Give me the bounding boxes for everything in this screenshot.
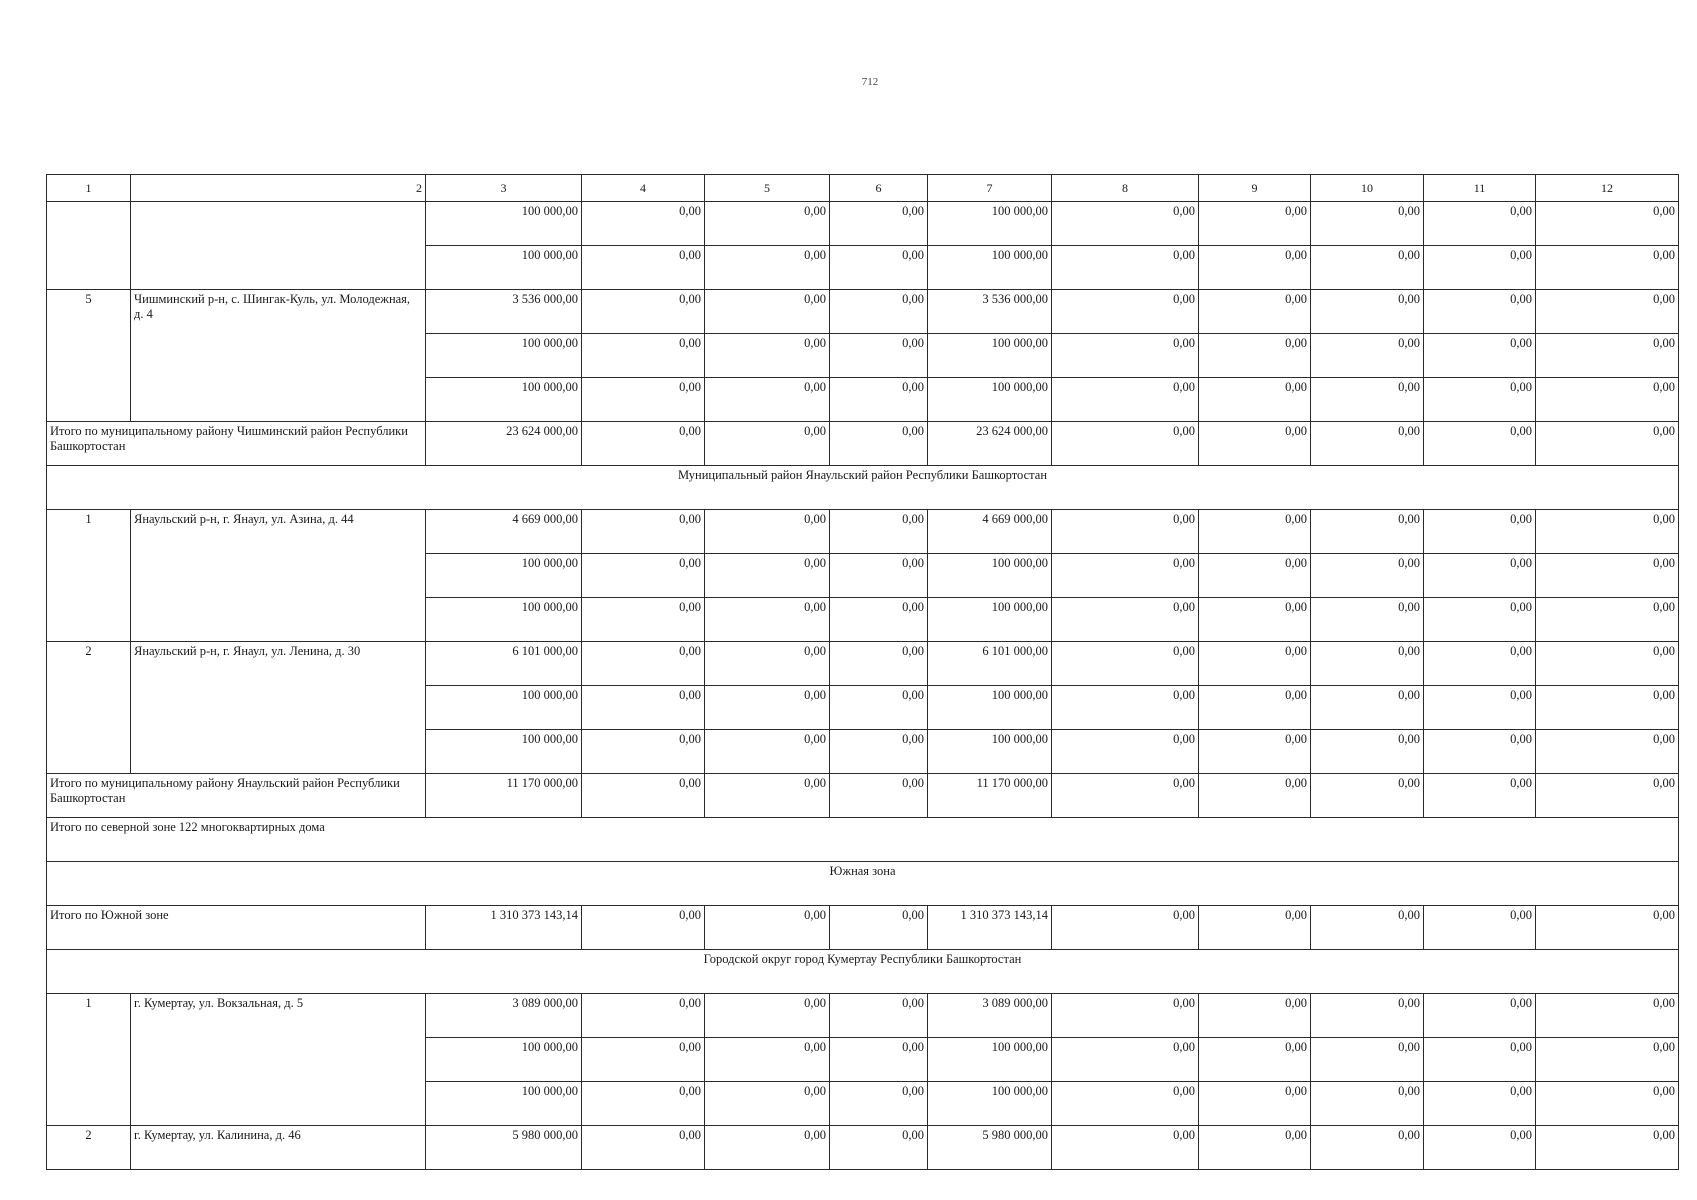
value-cell-col-8: 0,00 (1052, 994, 1199, 1038)
value-cell-col-10: 0,00 (1311, 1126, 1424, 1170)
value-cell-col-3: 100 000,00 (426, 730, 582, 774)
total-value-col-11: 0,00 (1424, 774, 1536, 818)
row-address (131, 378, 426, 422)
value-cell-col-12: 0,00 (1536, 246, 1679, 290)
total-value-col-3: 23 624 000,00 (426, 422, 582, 466)
total-value-col-3: 11 170 000,00 (426, 774, 582, 818)
total-value-col-11: 0,00 (1424, 422, 1536, 466)
total-value-col-5: 0,00 (705, 774, 830, 818)
table-row (47, 994, 1679, 1038)
total-value-col-6: 0,00 (830, 422, 928, 466)
value-cell-col-11: 0,00 (1424, 202, 1536, 246)
total-value-col-7: 23 624 000,00 (928, 422, 1052, 466)
column-number-8: 8 (1052, 175, 1199, 202)
zone-summary-row (47, 818, 1679, 862)
value-cell-col-10: 0,00 (1311, 642, 1424, 686)
value-cell-col-10: 0,00 (1311, 1038, 1424, 1082)
table-row (47, 1038, 1679, 1082)
value-cell-col-9: 0,00 (1199, 686, 1311, 730)
value-cell-col-3: 100 000,00 (426, 246, 582, 290)
table-row (47, 510, 1679, 554)
value-cell-col-3: 100 000,00 (426, 202, 582, 246)
total-value-col-7: 11 170 000,00 (928, 774, 1052, 818)
value-cell-col-7: 6 101 000,00 (928, 642, 1052, 686)
value-cell-col-12: 0,00 (1536, 1038, 1679, 1082)
value-cell-col-7: 100 000,00 (928, 598, 1052, 642)
column-number-9: 9 (1199, 175, 1311, 202)
value-cell-col-10: 0,00 (1311, 686, 1424, 730)
value-cell-col-10: 0,00 (1311, 510, 1424, 554)
value-cell-col-4: 0,00 (582, 994, 705, 1038)
value-cell-col-11: 0,00 (1424, 598, 1536, 642)
table-row (47, 1082, 1679, 1126)
table-row (47, 1126, 1679, 1170)
value-cell-col-5: 0,00 (705, 1082, 830, 1126)
column-number-11: 11 (1424, 175, 1536, 202)
value-cell-col-8: 0,00 (1052, 1082, 1199, 1126)
value-cell-col-8: 0,00 (1052, 202, 1199, 246)
row-address (131, 202, 426, 246)
value-cell-col-12: 0,00 (1536, 290, 1679, 334)
value-cell-col-11: 0,00 (1424, 334, 1536, 378)
value-cell-col-7: 4 669 000,00 (928, 510, 1052, 554)
value-cell-col-8: 0,00 (1052, 1126, 1199, 1170)
value-cell-col-7: 100 000,00 (928, 1038, 1052, 1082)
row-index: 1 (47, 994, 131, 1038)
total-value-col-12: 0,00 (1536, 906, 1679, 950)
value-cell-col-5: 0,00 (705, 246, 830, 290)
value-cell-col-7: 100 000,00 (928, 202, 1052, 246)
column-number-12: 12 (1536, 175, 1679, 202)
value-cell-col-8: 0,00 (1052, 642, 1199, 686)
value-cell-col-12: 0,00 (1536, 510, 1679, 554)
value-cell-col-7: 3 089 000,00 (928, 994, 1052, 1038)
value-cell-col-8: 0,00 (1052, 378, 1199, 422)
value-cell-col-7: 100 000,00 (928, 686, 1052, 730)
value-cell-col-10: 0,00 (1311, 202, 1424, 246)
value-cell-col-12: 0,00 (1536, 378, 1679, 422)
value-cell-col-4: 0,00 (582, 334, 705, 378)
value-cell-col-7: 100 000,00 (928, 378, 1052, 422)
value-cell-col-6: 0,00 (830, 642, 928, 686)
total-value-col-9: 0,00 (1199, 774, 1311, 818)
value-cell-col-10: 0,00 (1311, 598, 1424, 642)
value-cell-col-12: 0,00 (1536, 202, 1679, 246)
total-value-col-7: 1 310 373 143,14 (928, 906, 1052, 950)
value-cell-col-8: 0,00 (1052, 334, 1199, 378)
column-number-4: 4 (582, 175, 705, 202)
value-cell-col-9: 0,00 (1199, 246, 1311, 290)
value-cell-col-3: 4 669 000,00 (426, 510, 582, 554)
value-cell-col-12: 0,00 (1536, 1082, 1679, 1126)
row-index (47, 246, 131, 290)
row-index (47, 554, 131, 598)
value-cell-col-6: 0,00 (830, 686, 928, 730)
value-cell-col-9: 0,00 (1199, 378, 1311, 422)
row-address: г. Кумертау, ул. Калинина, д. 46 (131, 1126, 426, 1170)
value-cell-col-7: 100 000,00 (928, 554, 1052, 598)
table-row (47, 554, 1679, 598)
total-value-col-8: 0,00 (1052, 906, 1199, 950)
row-index (47, 598, 131, 642)
column-number-7: 7 (928, 175, 1052, 202)
row-index (47, 686, 131, 730)
value-cell-col-12: 0,00 (1536, 598, 1679, 642)
total-label: Итого по Южной зоне (47, 906, 426, 950)
section-title: Городской округ город Кумертау Республики Башкортостан (47, 950, 1679, 994)
value-cell-col-12: 0,00 (1536, 994, 1679, 1038)
value-cell-col-5: 0,00 (705, 598, 830, 642)
value-cell-col-8: 0,00 (1052, 730, 1199, 774)
value-cell-col-10: 0,00 (1311, 290, 1424, 334)
total-value-col-10: 0,00 (1311, 906, 1424, 950)
value-cell-col-6: 0,00 (830, 334, 928, 378)
value-cell-col-3: 100 000,00 (426, 598, 582, 642)
value-cell-col-9: 0,00 (1199, 554, 1311, 598)
total-value-col-4: 0,00 (582, 774, 705, 818)
section-header-row (47, 950, 1679, 994)
total-row (47, 422, 1679, 466)
row-address (131, 1082, 426, 1126)
total-value-col-5: 0,00 (705, 906, 830, 950)
value-cell-col-5: 0,00 (705, 686, 830, 730)
total-label: Итого по муниципальному району Чишминский район Республики Башкортостан (47, 422, 426, 466)
value-cell-col-5: 0,00 (705, 334, 830, 378)
value-cell-col-4: 0,00 (582, 642, 705, 686)
value-cell-col-12: 0,00 (1536, 730, 1679, 774)
total-value-col-9: 0,00 (1199, 422, 1311, 466)
total-value-col-8: 0,00 (1052, 422, 1199, 466)
total-label: Итого по муниципальному району Янаульский район Республики Башкортостан (47, 774, 426, 818)
value-cell-col-9: 0,00 (1199, 510, 1311, 554)
value-cell-col-8: 0,00 (1052, 1038, 1199, 1082)
value-cell-col-3: 100 000,00 (426, 1082, 582, 1126)
value-cell-col-5: 0,00 (705, 378, 830, 422)
column-number-6: 6 (830, 175, 928, 202)
value-cell-col-11: 0,00 (1424, 994, 1536, 1038)
value-cell-col-5: 0,00 (705, 730, 830, 774)
value-cell-col-4: 0,00 (582, 1126, 705, 1170)
value-cell-col-6: 0,00 (830, 1038, 928, 1082)
row-index (47, 378, 131, 422)
total-value-col-12: 0,00 (1536, 774, 1679, 818)
value-cell-col-7: 100 000,00 (928, 1082, 1052, 1126)
value-cell-col-3: 100 000,00 (426, 378, 582, 422)
value-cell-col-12: 0,00 (1536, 642, 1679, 686)
value-cell-col-10: 0,00 (1311, 1082, 1424, 1126)
value-cell-col-6: 0,00 (830, 598, 928, 642)
table-row (47, 730, 1679, 774)
value-cell-col-11: 0,00 (1424, 510, 1536, 554)
table-row (47, 202, 1679, 246)
value-cell-col-11: 0,00 (1424, 290, 1536, 334)
value-cell-col-6: 0,00 (830, 554, 928, 598)
row-address: Янаульский р-н, г. Янаул, ул. Ленина, д. 30 (131, 642, 426, 686)
row-address (131, 334, 426, 378)
row-address: г. Кумертау, ул. Вокзальная, д. 5 (131, 994, 426, 1038)
value-cell-col-10: 0,00 (1311, 994, 1424, 1038)
value-cell-col-9: 0,00 (1199, 642, 1311, 686)
value-cell-col-8: 0,00 (1052, 554, 1199, 598)
row-index (47, 202, 131, 246)
value-cell-col-11: 0,00 (1424, 554, 1536, 598)
value-cell-col-4: 0,00 (582, 1082, 705, 1126)
table-row (47, 290, 1679, 334)
value-cell-col-8: 0,00 (1052, 510, 1199, 554)
value-cell-col-5: 0,00 (705, 202, 830, 246)
column-number-row (47, 175, 1679, 202)
value-cell-col-9: 0,00 (1199, 1126, 1311, 1170)
value-cell-col-4: 0,00 (582, 730, 705, 774)
value-cell-col-9: 0,00 (1199, 1038, 1311, 1082)
value-cell-col-5: 0,00 (705, 994, 830, 1038)
total-value-col-4: 0,00 (582, 422, 705, 466)
value-cell-col-9: 0,00 (1199, 202, 1311, 246)
value-cell-col-10: 0,00 (1311, 334, 1424, 378)
row-address (131, 730, 426, 774)
value-cell-col-6: 0,00 (830, 510, 928, 554)
value-cell-col-8: 0,00 (1052, 246, 1199, 290)
value-cell-col-3: 3 089 000,00 (426, 994, 582, 1038)
value-cell-col-9: 0,00 (1199, 334, 1311, 378)
capital-repair-table (46, 174, 1679, 1170)
value-cell-col-9: 0,00 (1199, 598, 1311, 642)
value-cell-col-3: 100 000,00 (426, 334, 582, 378)
total-value-col-8: 0,00 (1052, 774, 1199, 818)
value-cell-col-12: 0,00 (1536, 334, 1679, 378)
total-row (47, 774, 1679, 818)
table-row (47, 334, 1679, 378)
value-cell-col-3: 3 536 000,00 (426, 290, 582, 334)
value-cell-col-11: 0,00 (1424, 730, 1536, 774)
value-cell-col-8: 0,00 (1052, 290, 1199, 334)
value-cell-col-9: 0,00 (1199, 290, 1311, 334)
value-cell-col-4: 0,00 (582, 510, 705, 554)
value-cell-col-4: 0,00 (582, 1038, 705, 1082)
value-cell-col-5: 0,00 (705, 642, 830, 686)
row-address (131, 246, 426, 290)
value-cell-col-11: 0,00 (1424, 246, 1536, 290)
table-row (47, 598, 1679, 642)
value-cell-col-4: 0,00 (582, 378, 705, 422)
value-cell-col-3: 6 101 000,00 (426, 642, 582, 686)
value-cell-col-10: 0,00 (1311, 378, 1424, 422)
table-row (47, 378, 1679, 422)
value-cell-col-11: 0,00 (1424, 1126, 1536, 1170)
value-cell-col-6: 0,00 (830, 730, 928, 774)
value-cell-col-11: 0,00 (1424, 686, 1536, 730)
total-value-col-10: 0,00 (1311, 774, 1424, 818)
value-cell-col-9: 0,00 (1199, 730, 1311, 774)
value-cell-col-5: 0,00 (705, 1038, 830, 1082)
section-title: Муниципальный район Янаульский район Республики Башкортостан (47, 466, 1679, 510)
value-cell-col-3: 100 000,00 (426, 1038, 582, 1082)
section-header-row (47, 466, 1679, 510)
value-cell-col-4: 0,00 (582, 686, 705, 730)
row-index: 2 (47, 642, 131, 686)
section-title: Южная зона (47, 862, 1679, 906)
column-number-3: 3 (426, 175, 582, 202)
value-cell-col-12: 0,00 (1536, 686, 1679, 730)
column-number-1: 1 (47, 175, 131, 202)
value-cell-col-3: 5 980 000,00 (426, 1126, 582, 1170)
value-cell-col-8: 0,00 (1052, 686, 1199, 730)
row-index (47, 334, 131, 378)
value-cell-col-5: 0,00 (705, 1126, 830, 1170)
value-cell-col-5: 0,00 (705, 554, 830, 598)
section-header-row (47, 862, 1679, 906)
table-row (47, 246, 1679, 290)
row-address: Чишминский р-н, с. Шингак-Куль, ул. Молодежная, д. 4 (131, 290, 426, 334)
value-cell-col-10: 0,00 (1311, 246, 1424, 290)
row-index: 1 (47, 510, 131, 554)
value-cell-col-5: 0,00 (705, 290, 830, 334)
value-cell-col-4: 0,00 (582, 246, 705, 290)
value-cell-col-6: 0,00 (830, 290, 928, 334)
value-cell-col-6: 0,00 (830, 1082, 928, 1126)
value-cell-col-5: 0,00 (705, 510, 830, 554)
total-value-col-6: 0,00 (830, 774, 928, 818)
value-cell-col-9: 0,00 (1199, 994, 1311, 1038)
total-value-col-11: 0,00 (1424, 906, 1536, 950)
page-number: 712 (861, 76, 879, 88)
total-value-col-6: 0,00 (830, 906, 928, 950)
value-cell-col-4: 0,00 (582, 290, 705, 334)
row-address (131, 1038, 426, 1082)
value-cell-col-6: 0,00 (830, 378, 928, 422)
value-cell-col-11: 0,00 (1424, 378, 1536, 422)
column-number-5: 5 (705, 175, 830, 202)
value-cell-col-4: 0,00 (582, 554, 705, 598)
row-address: Янаульский р-н, г. Янаул, ул. Азина, д. 44 (131, 510, 426, 554)
row-index (47, 1038, 131, 1082)
row-address (131, 686, 426, 730)
total-value-col-9: 0,00 (1199, 906, 1311, 950)
value-cell-col-4: 0,00 (582, 598, 705, 642)
value-cell-col-4: 0,00 (582, 202, 705, 246)
value-cell-col-7: 100 000,00 (928, 730, 1052, 774)
value-cell-col-7: 3 536 000,00 (928, 290, 1052, 334)
value-cell-col-6: 0,00 (830, 1126, 928, 1170)
value-cell-col-9: 0,00 (1199, 1082, 1311, 1126)
value-cell-col-10: 0,00 (1311, 554, 1424, 598)
value-cell-col-11: 0,00 (1424, 642, 1536, 686)
total-value-col-12: 0,00 (1536, 422, 1679, 466)
value-cell-col-7: 100 000,00 (928, 246, 1052, 290)
value-cell-col-6: 0,00 (830, 994, 928, 1038)
value-cell-col-6: 0,00 (830, 246, 928, 290)
row-index: 2 (47, 1126, 131, 1170)
value-cell-col-7: 5 980 000,00 (928, 1126, 1052, 1170)
value-cell-col-6: 0,00 (830, 202, 928, 246)
value-cell-col-11: 0,00 (1424, 1082, 1536, 1126)
row-address (131, 554, 426, 598)
total-value-col-3: 1 310 373 143,14 (426, 906, 582, 950)
value-cell-col-8: 0,00 (1052, 598, 1199, 642)
total-value-col-10: 0,00 (1311, 422, 1424, 466)
total-value-col-4: 0,00 (582, 906, 705, 950)
column-number-2: 2 (131, 175, 426, 202)
value-cell-col-12: 0,00 (1536, 554, 1679, 598)
row-index (47, 1082, 131, 1126)
table-row (47, 642, 1679, 686)
value-cell-col-7: 100 000,00 (928, 334, 1052, 378)
zone-summary-label: Итого по северной зоне 122 многоквартирных дома (47, 818, 1679, 862)
column-number-10: 10 (1311, 175, 1424, 202)
row-address (131, 598, 426, 642)
value-cell-col-3: 100 000,00 (426, 686, 582, 730)
value-cell-col-3: 100 000,00 (426, 554, 582, 598)
total-value-col-5: 0,00 (705, 422, 830, 466)
value-cell-col-10: 0,00 (1311, 730, 1424, 774)
row-index: 5 (47, 290, 131, 334)
value-cell-col-12: 0,00 (1536, 1126, 1679, 1170)
total-row (47, 906, 1679, 950)
value-cell-col-11: 0,00 (1424, 1038, 1536, 1082)
table-row (47, 686, 1679, 730)
row-index (47, 730, 131, 774)
